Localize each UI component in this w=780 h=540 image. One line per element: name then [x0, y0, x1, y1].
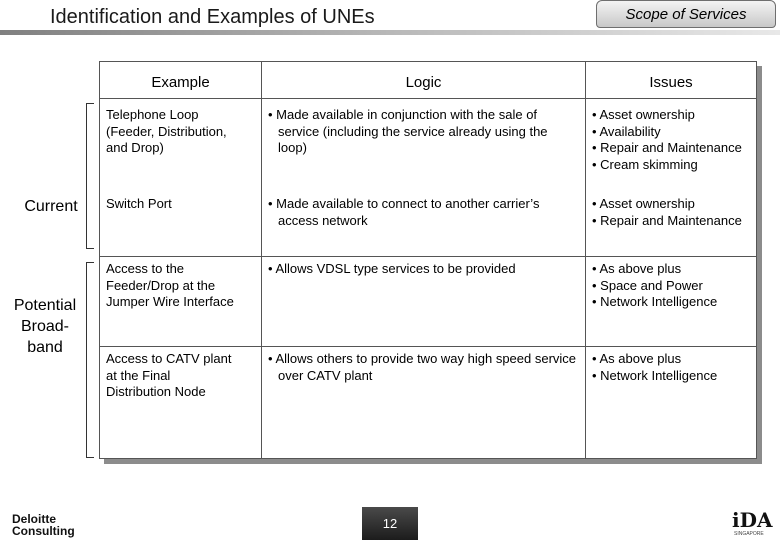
potential-broadband-label — [4, 295, 86, 358]
example-line: and Drop) — [106, 140, 164, 155]
section-tab: Scope of Services — [596, 0, 776, 28]
current-bracket — [86, 103, 94, 249]
example-line: Access to the — [106, 261, 185, 276]
issue-bullet: • Availability — [592, 123, 661, 139]
potential-bracket — [86, 262, 94, 458]
issue-bullet: • Asset ownership — [592, 196, 695, 211]
une-table — [99, 61, 757, 459]
header-issues: Issues — [649, 74, 693, 91]
label-line: band — [27, 339, 63, 356]
issues-cell — [592, 351, 752, 384]
deloitte-consulting-logo — [12, 513, 75, 537]
issue-bullet: • Repair and Maintenance — [592, 212, 742, 228]
row-divider — [100, 346, 756, 347]
example-line: (Feeder, Distribution, — [106, 123, 227, 139]
page-number: 12 — [362, 507, 418, 540]
issue-bullet: • As above plus — [592, 261, 682, 276]
logo-line: Consulting — [12, 524, 75, 538]
example-line: at the Final — [106, 367, 171, 383]
issues-cell — [592, 196, 752, 229]
logic-cell — [268, 261, 580, 278]
issue-bullet: • Network Intelligence — [592, 294, 718, 309]
row-divider — [100, 256, 756, 257]
label-line: Potential — [13, 297, 77, 314]
logic-bullet: • Allows VDSL type services to be provided — [268, 261, 516, 276]
example-line: Jumper Wire Interface — [106, 294, 234, 309]
column-divider — [261, 62, 262, 458]
issues-cell — [592, 261, 752, 311]
example-cell — [106, 196, 258, 213]
ida-logo: iDA — [732, 508, 773, 532]
issue-bullet: • Cream skimming — [592, 156, 698, 172]
example-cell — [106, 107, 258, 157]
logic-bullet: • Made available in conjunction with the sale of service (including the service already using the loop) — [268, 107, 548, 155]
example-line: Access to CATV plant — [106, 351, 232, 366]
logo-line: Deloitte — [12, 512, 57, 526]
issue-bullet: • Asset ownership — [592, 107, 695, 122]
column-divider — [585, 62, 586, 458]
current-label: Current — [24, 198, 78, 215]
example-line: Telephone Loop — [106, 107, 199, 122]
header-logic: Logic — [405, 74, 442, 91]
example-line: Switch Port — [106, 196, 172, 211]
example-cell — [106, 351, 258, 401]
example-cell — [106, 261, 258, 311]
logic-cell — [268, 196, 580, 229]
logic-bullet: • Made available to connect to another carrier’s access network — [268, 196, 540, 228]
header-divider — [100, 98, 756, 99]
ida-logo-subtext: SINGAPORE — [734, 531, 764, 537]
issue-bullet: • Network Intelligence — [592, 367, 718, 383]
label-line: Broad- — [20, 318, 70, 335]
logic-cell — [268, 107, 580, 157]
issue-bullet: • Space and Power — [592, 277, 703, 293]
logic-cell — [268, 351, 580, 384]
logic-bullet: • Allows others to provide two way high speed service over CATV plant — [268, 351, 577, 383]
example-line: Distribution Node — [106, 384, 206, 399]
page-title: Identification and Examples of UNEs — [50, 6, 375, 28]
issue-bullet: • As above plus — [592, 351, 682, 366]
example-line: Feeder/Drop at the — [106, 277, 216, 293]
issues-cell — [592, 107, 752, 173]
issue-bullet: • Repair and Maintenance — [592, 140, 742, 155]
header-example: Example — [151, 74, 210, 91]
title-underline-bar — [0, 30, 780, 35]
